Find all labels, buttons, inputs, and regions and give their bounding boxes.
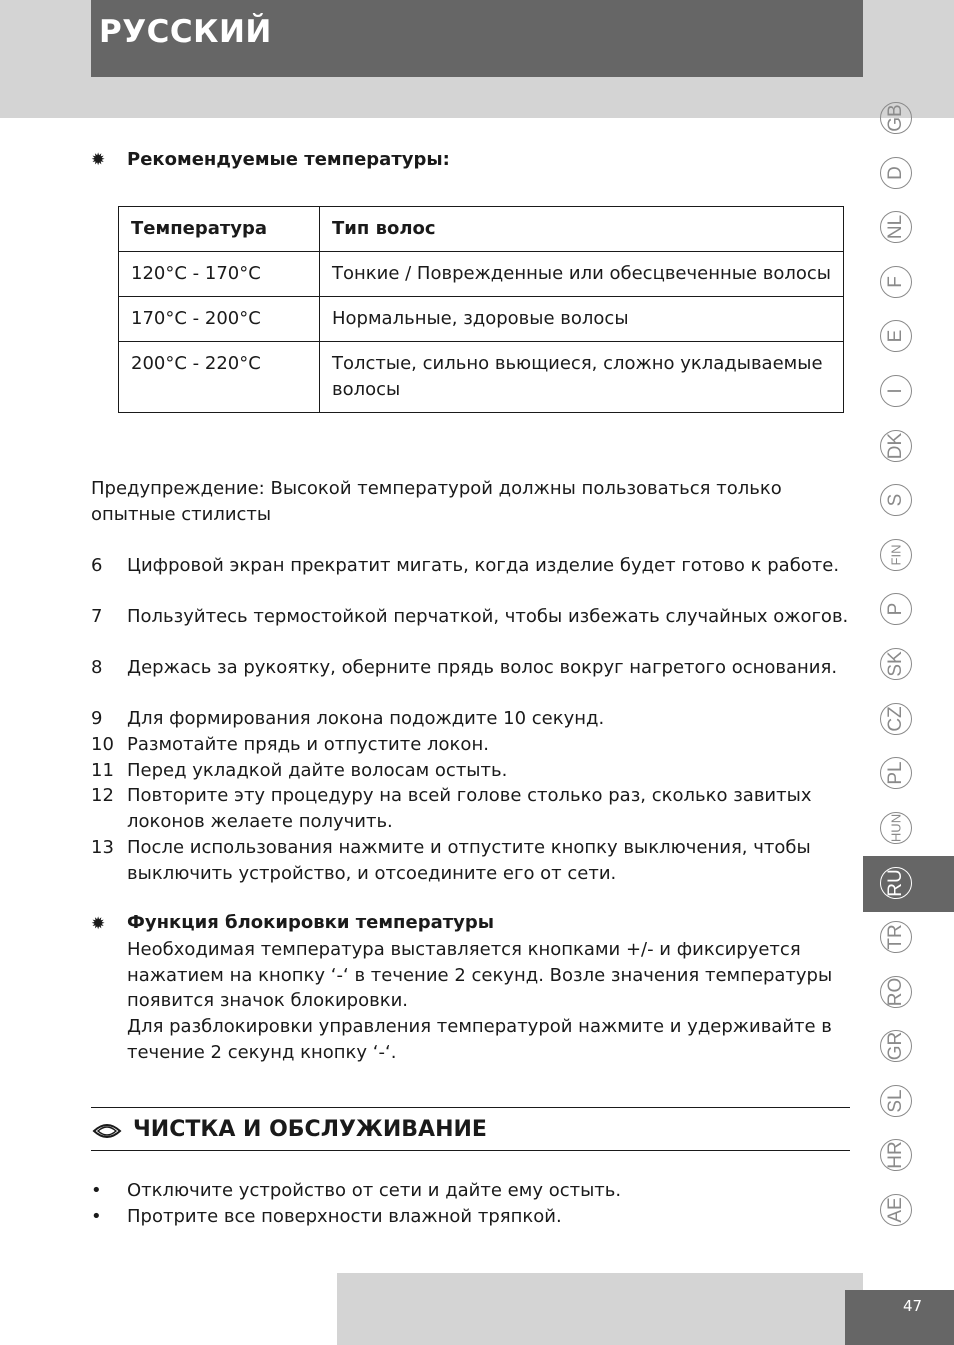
unlock-text: Для разблокировки управления температурой нажмите и удерживайте в течение 2 секунд кнопку ‘-‘. <box>127 1016 832 1063</box>
language-tab-gb[interactable] <box>863 92 954 146</box>
table-header-row <box>119 207 844 252</box>
step-text: Для формирования локона подождите 10 секунд. <box>127 708 605 729</box>
language-label: PL <box>885 761 906 785</box>
step-text: Держась за рукоятку, оберните прядь волос вокруг нагретого основания. <box>127 657 838 678</box>
language-tab-pl[interactable] <box>863 747 954 801</box>
temperature-table <box>118 206 844 413</box>
language-tab-ae[interactable] <box>863 1184 954 1238</box>
language-tab-cz[interactable] <box>863 693 954 747</box>
lock-text: Необходимая температура выставляется кнопками +/- и фиксируется нажатием на кнопку ‘-‘ в течение 2 секунд. Возле значения температуры появится значок блокировки. <box>127 939 833 1011</box>
step-number: 7 <box>91 606 103 627</box>
language-label: TR <box>885 924 906 950</box>
page-number-box <box>845 1290 954 1345</box>
list-item: Протрите все поверхности влажной тряпкой. <box>127 1206 562 1227</box>
language-tab-hr[interactable] <box>863 1129 954 1183</box>
step-number: 8 <box>91 657 103 678</box>
language-tab-fin[interactable] <box>863 529 954 583</box>
header-bar <box>91 0 863 77</box>
language-label: I <box>885 388 906 394</box>
table-header-cell: Тип волос <box>320 207 844 252</box>
page-title: РУССКИЙ <box>99 14 272 50</box>
language-tab-tr[interactable] <box>863 911 954 965</box>
language-label: SL <box>885 1089 906 1113</box>
warning-text: Предупреждение: Высокой температурой должны пользоваться только опытные стилисты <box>91 478 782 525</box>
step-text: Цифровой экран прекратит мигать, когда изделие будет готово к работе. <box>127 555 840 576</box>
language-label: RO <box>885 977 906 1007</box>
language-tab-f[interactable] <box>863 256 954 310</box>
table-cell: 200°C - 220°C <box>119 342 320 413</box>
bullet-icon: • <box>91 1180 102 1201</box>
eye-icon <box>92 1121 122 1141</box>
language-tab-sk[interactable] <box>863 638 954 692</box>
recommended-heading: Рекомендуемые температуры: <box>127 149 450 170</box>
language-tab-i[interactable] <box>863 365 954 419</box>
language-label: SK <box>885 651 906 677</box>
step-text: Размотайте прядь и отпустите локон. <box>127 734 489 755</box>
language-label: GR <box>885 1031 906 1061</box>
language-tab-d[interactable] <box>863 147 954 201</box>
step-number: 13 <box>91 837 114 858</box>
language-tab-ru[interactable] <box>863 856 954 912</box>
language-tab-p[interactable] <box>863 583 954 637</box>
section-title: ЧИСТКА И ОБСЛУЖИВАНИЕ <box>133 1117 487 1142</box>
language-tab-dk[interactable] <box>863 420 954 474</box>
language-label: AE <box>885 1197 906 1223</box>
section-rule-top <box>91 1107 850 1108</box>
step-text: После использования нажмите и отпустите кнопку выключения, чтобы выключить устройство, и отсоедините его от сети. <box>127 837 811 884</box>
language-tab-sl[interactable] <box>863 1075 954 1129</box>
bullet-icon: • <box>91 1206 102 1227</box>
language-label: FIN <box>888 544 904 566</box>
language-tab-gr[interactable] <box>863 1020 954 1074</box>
language-label: E <box>885 329 906 343</box>
list-item: Отключите устройство от сети и дайте ему остыть. <box>127 1180 622 1201</box>
table-row <box>119 297 844 342</box>
language-label: HR <box>885 1141 906 1169</box>
table-cell: Тонкие / Поврежденные или обесцвеченные волосы <box>320 252 844 297</box>
language-tab-e[interactable] <box>863 310 954 364</box>
table-row <box>119 342 844 413</box>
language-label: RU <box>885 869 906 897</box>
table-header-cell: Температура <box>119 207 320 252</box>
step-text: Перед укладкой дайте волосам остыть. <box>127 760 508 781</box>
language-label: HUN <box>888 813 904 843</box>
language-tab-nl[interactable] <box>863 201 954 255</box>
step-number: 6 <box>91 555 103 576</box>
language-label: F <box>885 276 906 288</box>
language-label: P <box>885 602 906 616</box>
step-number: 9 <box>91 708 103 729</box>
sun-icon: ✹ <box>91 914 106 934</box>
section-rule-bottom <box>91 1150 850 1151</box>
step-text: Пользуйтесь термостойкой перчаткой, чтобы избежать случайных ожогов. <box>127 606 849 627</box>
language-label: D <box>885 166 906 180</box>
language-label: S <box>885 493 906 507</box>
language-label: NL <box>885 214 906 240</box>
lock-heading: Функция блокировки температуры <box>127 912 495 933</box>
language-tab-ro[interactable] <box>863 966 954 1020</box>
language-label: GB <box>885 104 906 132</box>
language-label: DK <box>885 432 906 460</box>
footer-left <box>0 1273 337 1345</box>
step-number: 12 <box>91 785 114 806</box>
step-number: 10 <box>91 734 114 755</box>
language-tab-hun[interactable] <box>863 802 954 856</box>
sun-icon: ✹ <box>91 150 106 170</box>
page-number: 47 <box>903 1297 923 1315</box>
table-cell: 120°C - 170°C <box>119 252 320 297</box>
table-cell: Толстые, сильно вьющиеся, сложно укладываемые волосы <box>320 342 844 413</box>
language-label: CZ <box>885 706 906 732</box>
table-cell: Нормальные, здоровые волосы <box>320 297 844 342</box>
table-row <box>119 252 844 297</box>
language-tab-s[interactable] <box>863 474 954 528</box>
step-text: Повторите эту процедуру на всей голове столько раз, сколько завитых локонов желаете получить. <box>127 785 812 832</box>
step-number: 11 <box>91 760 114 781</box>
table-cell: 170°C - 200°C <box>119 297 320 342</box>
